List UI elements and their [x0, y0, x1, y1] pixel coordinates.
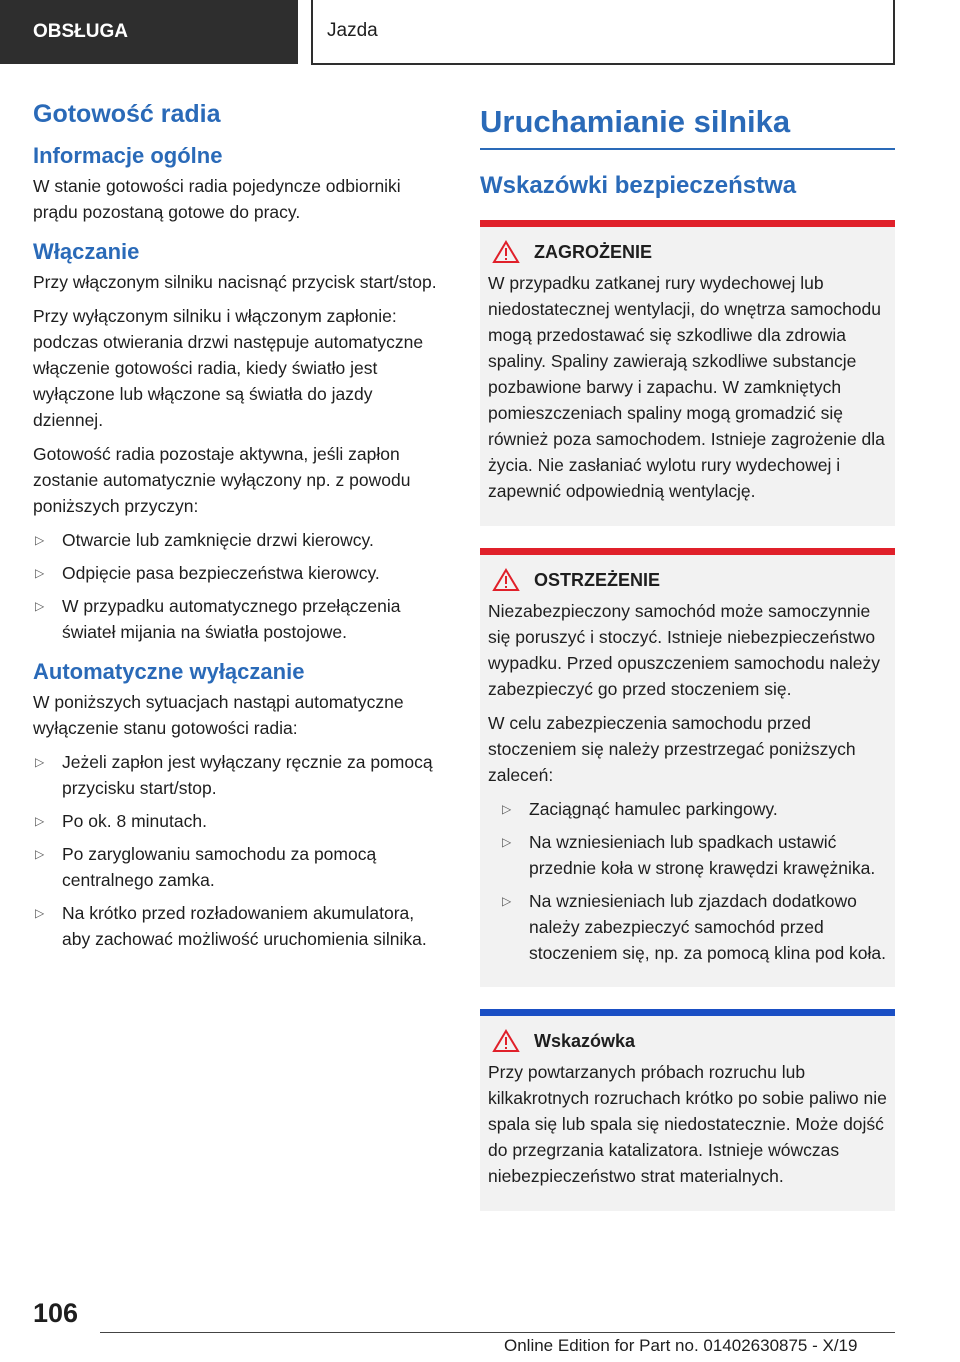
- danger-header: [488, 240, 887, 264]
- warning-paragraph-2: W celu zabezpieczenia samochodu przed stoczeniem się należy przestrzegać poniższych zaleceń:: [488, 713, 856, 785]
- note-text: Przy powtarzanych próbach rozruchu lub kilkakrotnych rozruchach krótko po sobie paliwo nie spala się lub spala się niedostatecznie. Może dojść do przegrzania katalizatora. Istnieje wówczas niebezpieczeństwo strat materialnych.: [488, 1062, 887, 1186]
- switch-on-paragraph-2: Przy wyłączonym silniku i włączonym zapłonie: podczas otwierania drzwi następuje automatyczne włączenie gotowości radia, kiedy światło jest wyłączone lub włączone są światła do jazdy dziennej.: [33, 306, 424, 430]
- warning-triangle-icon: [492, 240, 520, 264]
- list-item: ▷ Na krótko przed rozładowaniem akumulatora, aby zachować możliwość uruchomienia silnika.: [33, 900, 445, 952]
- triangle-bullet-icon: ▷: [35, 533, 45, 547]
- list-item: ▷ Na wzniesieniach lub zjazdach dodatkowo należy zabezpieczyć samochód przed stoczeniem się, np. za pomocą klina pod koła.: [500, 888, 887, 966]
- note-header: [488, 1029, 887, 1053]
- heading-switch-on: Włączanie: [33, 239, 140, 264]
- danger-text: W przypadku zatkanej rury wydechowej lub niedostatecznej wentylacji, do wnętrza samochodu mogą przedostawać się szkodliwe dla zdrowia spaliny. Spaliny zawierają szkodliwe substancje pozbawione barwy i zapachu. W zamkniętych pomieszczeniach spaliny mogą gromadzić się również poza samochodem. Istnieje zagrożenie dla życia. Nie zasłaniać wylotu rury wydechowej i zapewnić odpowiednią wentylację.: [488, 273, 885, 501]
- triangle-bullet-icon: ▷: [35, 906, 45, 920]
- heading-general-info: Informacje ogólne: [33, 143, 223, 168]
- auto-off-list: [33, 749, 445, 952]
- footer-divider: [100, 1332, 895, 1333]
- warning-box: [480, 548, 895, 987]
- triangle-bullet-icon: ▷: [35, 599, 45, 613]
- switch-on-list: [33, 527, 445, 645]
- auto-off-text: W poniższych sytuacjach nastąpi automatyczne wyłączenie stanu gotowości radia:: [33, 692, 404, 738]
- page-number: 106: [33, 1298, 79, 1328]
- danger-bar: [480, 220, 895, 227]
- warning-triangle-icon: [492, 1029, 520, 1053]
- warning-triangle-icon: [492, 568, 520, 592]
- list-item: ▷ Na wzniesieniach lub spadkach ustawić przednie koła w stronę krawędzi krawężnika.: [500, 829, 887, 881]
- triangle-bullet-icon: ▷: [35, 814, 45, 828]
- warning-label: OSTRZEŻENIE: [534, 569, 661, 590]
- warning-paragraph-1: Niezabezpieczony samochód może samoczynnie się poruszyć i stoczyć. Istnieje niebezpieczeństwo wypadku. Przed opuszczeniem samochodu należy zabezpieczyć go przed stoczeniem się.: [488, 601, 881, 699]
- triangle-bullet-icon: ▷: [502, 802, 512, 816]
- section-title-engine-start: Uruchamianie silnika: [480, 100, 895, 150]
- switch-on-paragraph-1: Przy włączonym silniku nacisnąć przycisk start/stop.: [33, 272, 437, 292]
- triangle-bullet-icon: ▷: [35, 566, 45, 580]
- note-bar: [480, 1009, 895, 1016]
- warning-bar: [480, 548, 895, 555]
- list-item: ▷ Po zaryglowaniu samochodu za pomocą centralnego zamka.: [33, 841, 445, 893]
- triangle-bullet-icon: ▷: [502, 894, 512, 908]
- heading-safety-notes: Wskazówki bezpieczeństwa: [480, 172, 797, 199]
- left-column: [33, 100, 445, 959]
- list-item: ▷ Otwarcie lub zamknięcie drzwi kierowcy.: [33, 527, 445, 553]
- section-tab: OBSŁUGA: [0, 0, 298, 64]
- list-item: ▷ Po ok. 8 minutach.: [33, 808, 445, 834]
- triangle-bullet-icon: ▷: [502, 835, 512, 849]
- list-item: ▷ W przypadku automatycznego przełączenia świateł mijania na światła postojowe.: [33, 593, 445, 645]
- page-header: [0, 0, 960, 66]
- triangle-bullet-icon: ▷: [35, 847, 45, 861]
- list-item: ▷ Odpięcie pasa bezpieczeństwa kierowcy.: [33, 560, 445, 586]
- warning-list: [500, 796, 887, 966]
- note-label: Wskazówka: [534, 1030, 636, 1051]
- heading-auto-off: Automatyczne wyłączanie: [33, 659, 305, 684]
- general-info-text: W stanie gotowości radia pojedyncze odbiorniki prądu pozostaną gotowe do pracy.: [33, 176, 401, 222]
- right-column: [480, 100, 895, 1233]
- chapter-title: Jazda: [311, 0, 895, 65]
- section-title-radio-readiness: Gotowość radia: [33, 100, 221, 128]
- danger-label: ZAGROŻENIE: [534, 241, 653, 262]
- list-item: ▷ Zaciągnąć hamulec parkingowy.: [500, 796, 887, 822]
- list-item: ▷ Jeżeli zapłon jest wyłączany ręcznie za pomocą przycisku start/stop.: [33, 749, 445, 801]
- warning-header: [488, 568, 887, 592]
- switch-on-paragraph-3: Gotowość radia pozostaje aktywna, jeśli zapłon zostanie automatycznie wyłączony np. z powodu poniższych przyczyn:: [33, 444, 411, 516]
- note-box: [480, 1009, 895, 1211]
- danger-box: [480, 220, 895, 526]
- triangle-bullet-icon: ▷: [35, 755, 45, 769]
- edition-note: Online Edition for Part no. 01402630875 - X/19: [504, 1336, 858, 1355]
